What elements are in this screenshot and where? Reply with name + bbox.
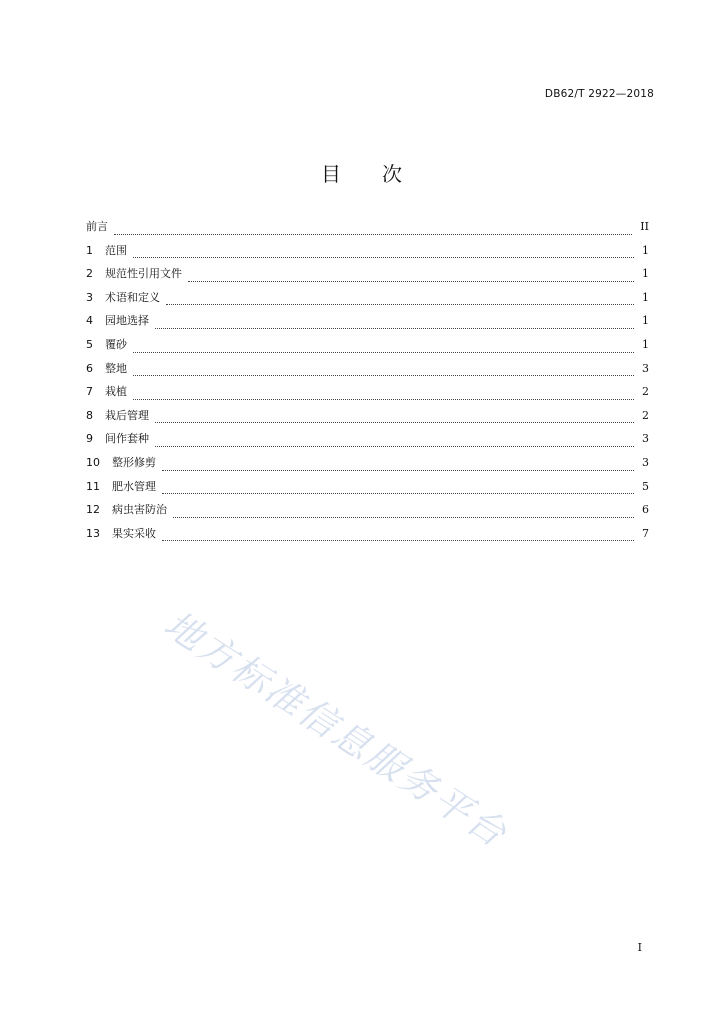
toc-entry-number: 10 <box>86 455 100 469</box>
toc-entry-page: 2 <box>642 385 649 399</box>
toc-entry-number: 7 <box>86 385 93 399</box>
toc-entry-page: 1 <box>642 267 649 281</box>
toc-entry-label: 整地 <box>105 361 127 375</box>
toc-entry-13[interactable] <box>86 525 649 549</box>
toc-entry-5[interactable] <box>86 336 649 360</box>
toc-entry-label: 病虫害防治 <box>112 503 167 517</box>
toc-entry-number: 12 <box>86 503 100 517</box>
toc-entry-7[interactable] <box>86 383 649 407</box>
toc-entry-page: 1 <box>642 337 649 351</box>
toc-entry-number: 11 <box>86 479 100 493</box>
toc-entry-page: 1 <box>642 243 649 257</box>
toc-leader-dots <box>188 281 634 282</box>
toc-entry-label: 栽后管理 <box>105 408 149 422</box>
toc-leader-dots <box>166 304 634 305</box>
toc-entry-page: II <box>640 220 649 233</box>
toc-entry-10[interactable] <box>86 454 649 478</box>
toc-leader-dots <box>173 517 634 518</box>
toc-entry-number: 8 <box>86 408 93 422</box>
toc-entry-page: 3 <box>642 455 649 469</box>
toc-entry-label: 前言 <box>86 220 108 233</box>
toc-entry-label: 间作套种 <box>105 432 149 446</box>
page-number: I <box>637 941 642 954</box>
toc-leader-dots <box>162 493 634 494</box>
toc-leader-dots <box>162 540 634 541</box>
toc-entry-number: 13 <box>86 526 100 540</box>
toc-entry-page: 7 <box>642 526 649 540</box>
toc-entry-page: 6 <box>642 503 649 517</box>
toc-entry-9[interactable] <box>86 430 649 454</box>
toc-entry-page: 1 <box>642 290 649 304</box>
document-code: DB62/T 2922—2018 <box>544 88 654 100</box>
toc-entry-8[interactable] <box>86 407 649 431</box>
toc-title-char-2: 次 <box>382 162 403 186</box>
toc-entry-1[interactable] <box>86 242 649 266</box>
toc-entry-label: 范围 <box>105 243 127 257</box>
toc-entry-11[interactable] <box>86 478 649 502</box>
toc-entry-number: 5 <box>86 337 93 351</box>
toc-entry-number: 6 <box>86 361 93 375</box>
toc-title <box>0 158 724 187</box>
toc-entry-page: 5 <box>642 479 649 493</box>
toc-entry-label: 栽植 <box>105 385 127 399</box>
toc-entry-foreword[interactable] <box>86 218 649 242</box>
toc-entry-number: 4 <box>86 314 93 328</box>
watermark: 地方标准信息服务平台 <box>156 602 516 857</box>
toc-entry-label: 覆砂 <box>105 337 127 351</box>
toc-leader-dots <box>133 257 634 258</box>
toc-title-char-1: 目 <box>321 162 342 186</box>
toc-leader-dots <box>155 446 634 447</box>
toc-entry-2[interactable] <box>86 265 649 289</box>
toc-leader-dots <box>133 352 634 353</box>
toc-leader-dots <box>114 234 632 235</box>
toc-entry-6[interactable] <box>86 360 649 384</box>
toc-leader-dots <box>162 470 634 471</box>
toc-entry-label: 术语和定义 <box>105 290 160 304</box>
toc-entry-label: 肥水管理 <box>112 479 156 493</box>
toc-entry-page: 3 <box>642 361 649 375</box>
toc-leader-dots <box>133 399 634 400</box>
toc-entry-12[interactable] <box>86 501 649 525</box>
toc-entry-number: 2 <box>86 267 93 281</box>
toc-entry-label: 规范性引用文件 <box>105 267 182 281</box>
toc-entry-number: 9 <box>86 432 93 446</box>
toc-entry-number: 1 <box>86 243 93 257</box>
toc-entry-number: 3 <box>86 290 93 304</box>
toc-entry-3[interactable] <box>86 289 649 313</box>
toc-entry-label: 园地选择 <box>105 314 149 328</box>
toc-entry-page: 1 <box>642 314 649 328</box>
toc-leader-dots <box>155 328 634 329</box>
toc-entry-label: 果实采收 <box>112 526 156 540</box>
toc-entry-page: 3 <box>642 432 649 446</box>
toc-entry-label: 整形修剪 <box>112 455 156 469</box>
table-of-contents <box>86 218 649 548</box>
toc-leader-dots <box>133 375 634 376</box>
toc-entry-4[interactable] <box>86 312 649 336</box>
toc-entry-page: 2 <box>642 408 649 422</box>
toc-leader-dots <box>155 422 634 423</box>
